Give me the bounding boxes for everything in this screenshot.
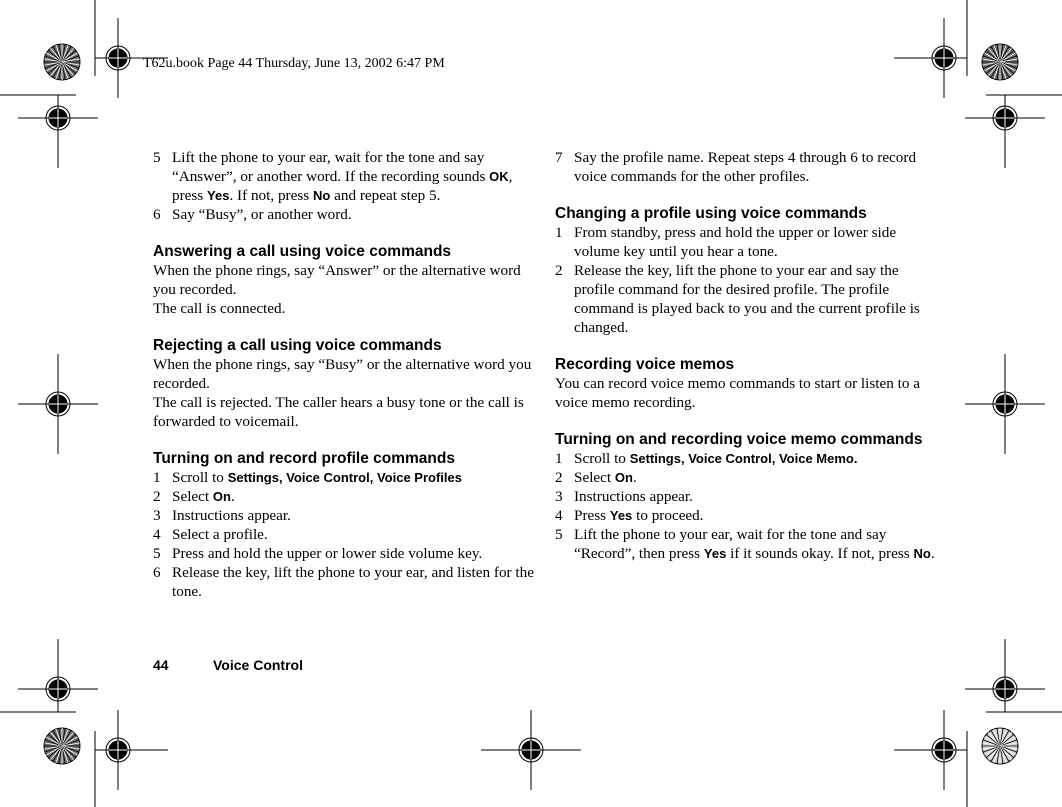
step-item: 5 Lift the phone to your ear, wait for the tone and say “Answer”, or another word. If the recording sounds OK, press Yes. If not, press No and repeat step 5. — [153, 149, 513, 204]
left-column — [153, 148, 535, 601]
star-wheel-mark — [44, 44, 80, 80]
step-item: 1 From standby, press and hold the upper or lower side volume key until you hear a tone. — [555, 224, 897, 260]
step-item: 6 Say “Busy”, or another word. — [153, 206, 352, 223]
paragraph: When the phone rings, say “Busy” or the alternative word you recorded. — [153, 356, 532, 392]
registration-target — [18, 95, 98, 168]
step-item: 4 Select a profile. — [153, 526, 268, 543]
step-item: 3 Instructions appear. — [153, 507, 291, 524]
section-heading: Changing a profile using voice commands — [555, 205, 867, 222]
print-header: T62u.book Page 44 Thursday, June 13, 2002 6:47 PM — [143, 56, 445, 71]
section-heading: Turning on and record profile commands — [153, 450, 455, 467]
step-item: 4 Press Yes to proceed. — [555, 507, 704, 524]
registration-target — [95, 710, 168, 790]
registration-target — [965, 95, 1045, 168]
step-item: 2 Release the key, lift the phone to your ear and say the profile command for the desired profile. The profile command is played back to you and the current profile is changed. — [555, 262, 920, 336]
section-heading: Answering a call using voice commands — [153, 243, 452, 260]
registration-target — [965, 639, 1045, 712]
section-heading: Turning on and recording voice memo commands — [555, 431, 923, 448]
step-item: 5 Lift the phone to your ear, wait for the tone and say “Record”, then press Yes if it sounds okay. If not, press No. — [555, 526, 935, 562]
registration-target — [894, 18, 967, 98]
step-item: 1 Scroll to Settings, Voice Control, Voice Profiles — [153, 469, 462, 486]
registration-target — [894, 710, 967, 790]
registration-target — [481, 710, 581, 790]
page-number: 44 — [153, 657, 169, 673]
section-heading: Recording voice memos — [555, 356, 735, 373]
registration-target — [965, 354, 1045, 454]
paragraph: You can record voice memo commands to start or listen to a voice memo recording. — [555, 375, 920, 411]
paragraph: The call is rejected. The caller hears a busy tone or the call is forwarded to voicemail. — [153, 394, 524, 430]
step-item: 3 Instructions appear. — [555, 488, 693, 505]
paragraph: The call is connected. — [153, 300, 286, 317]
section-title: Voice Control — [213, 657, 303, 673]
star-wheel-mark — [44, 728, 80, 764]
step-item: 5 Press and hold the upper or lower side volume key. — [153, 545, 483, 562]
star-wheel-mark — [982, 728, 1018, 764]
section-heading: Rejecting a call using voice commands — [153, 337, 442, 354]
page-footer — [153, 657, 303, 673]
step-item: 2 Select On. — [153, 488, 235, 505]
step-item: 7 Say the profile name. Repeat steps 4 through 6 to record voice commands for the other profiles. — [555, 149, 917, 185]
step-item: 2 Select On. — [555, 469, 637, 486]
right-column — [555, 148, 937, 563]
registration-target — [18, 639, 98, 712]
step-item: 1 Scroll to Settings, Voice Control, Voice Memo. — [555, 450, 858, 467]
step-item: 6 Release the key, lift the phone to your ear, and listen for the tone. — [153, 564, 534, 600]
star-wheel-mark — [982, 44, 1018, 80]
registration-target — [18, 354, 98, 454]
paragraph: When the phone rings, say “Answer” or the alternative word you recorded. — [153, 262, 521, 298]
